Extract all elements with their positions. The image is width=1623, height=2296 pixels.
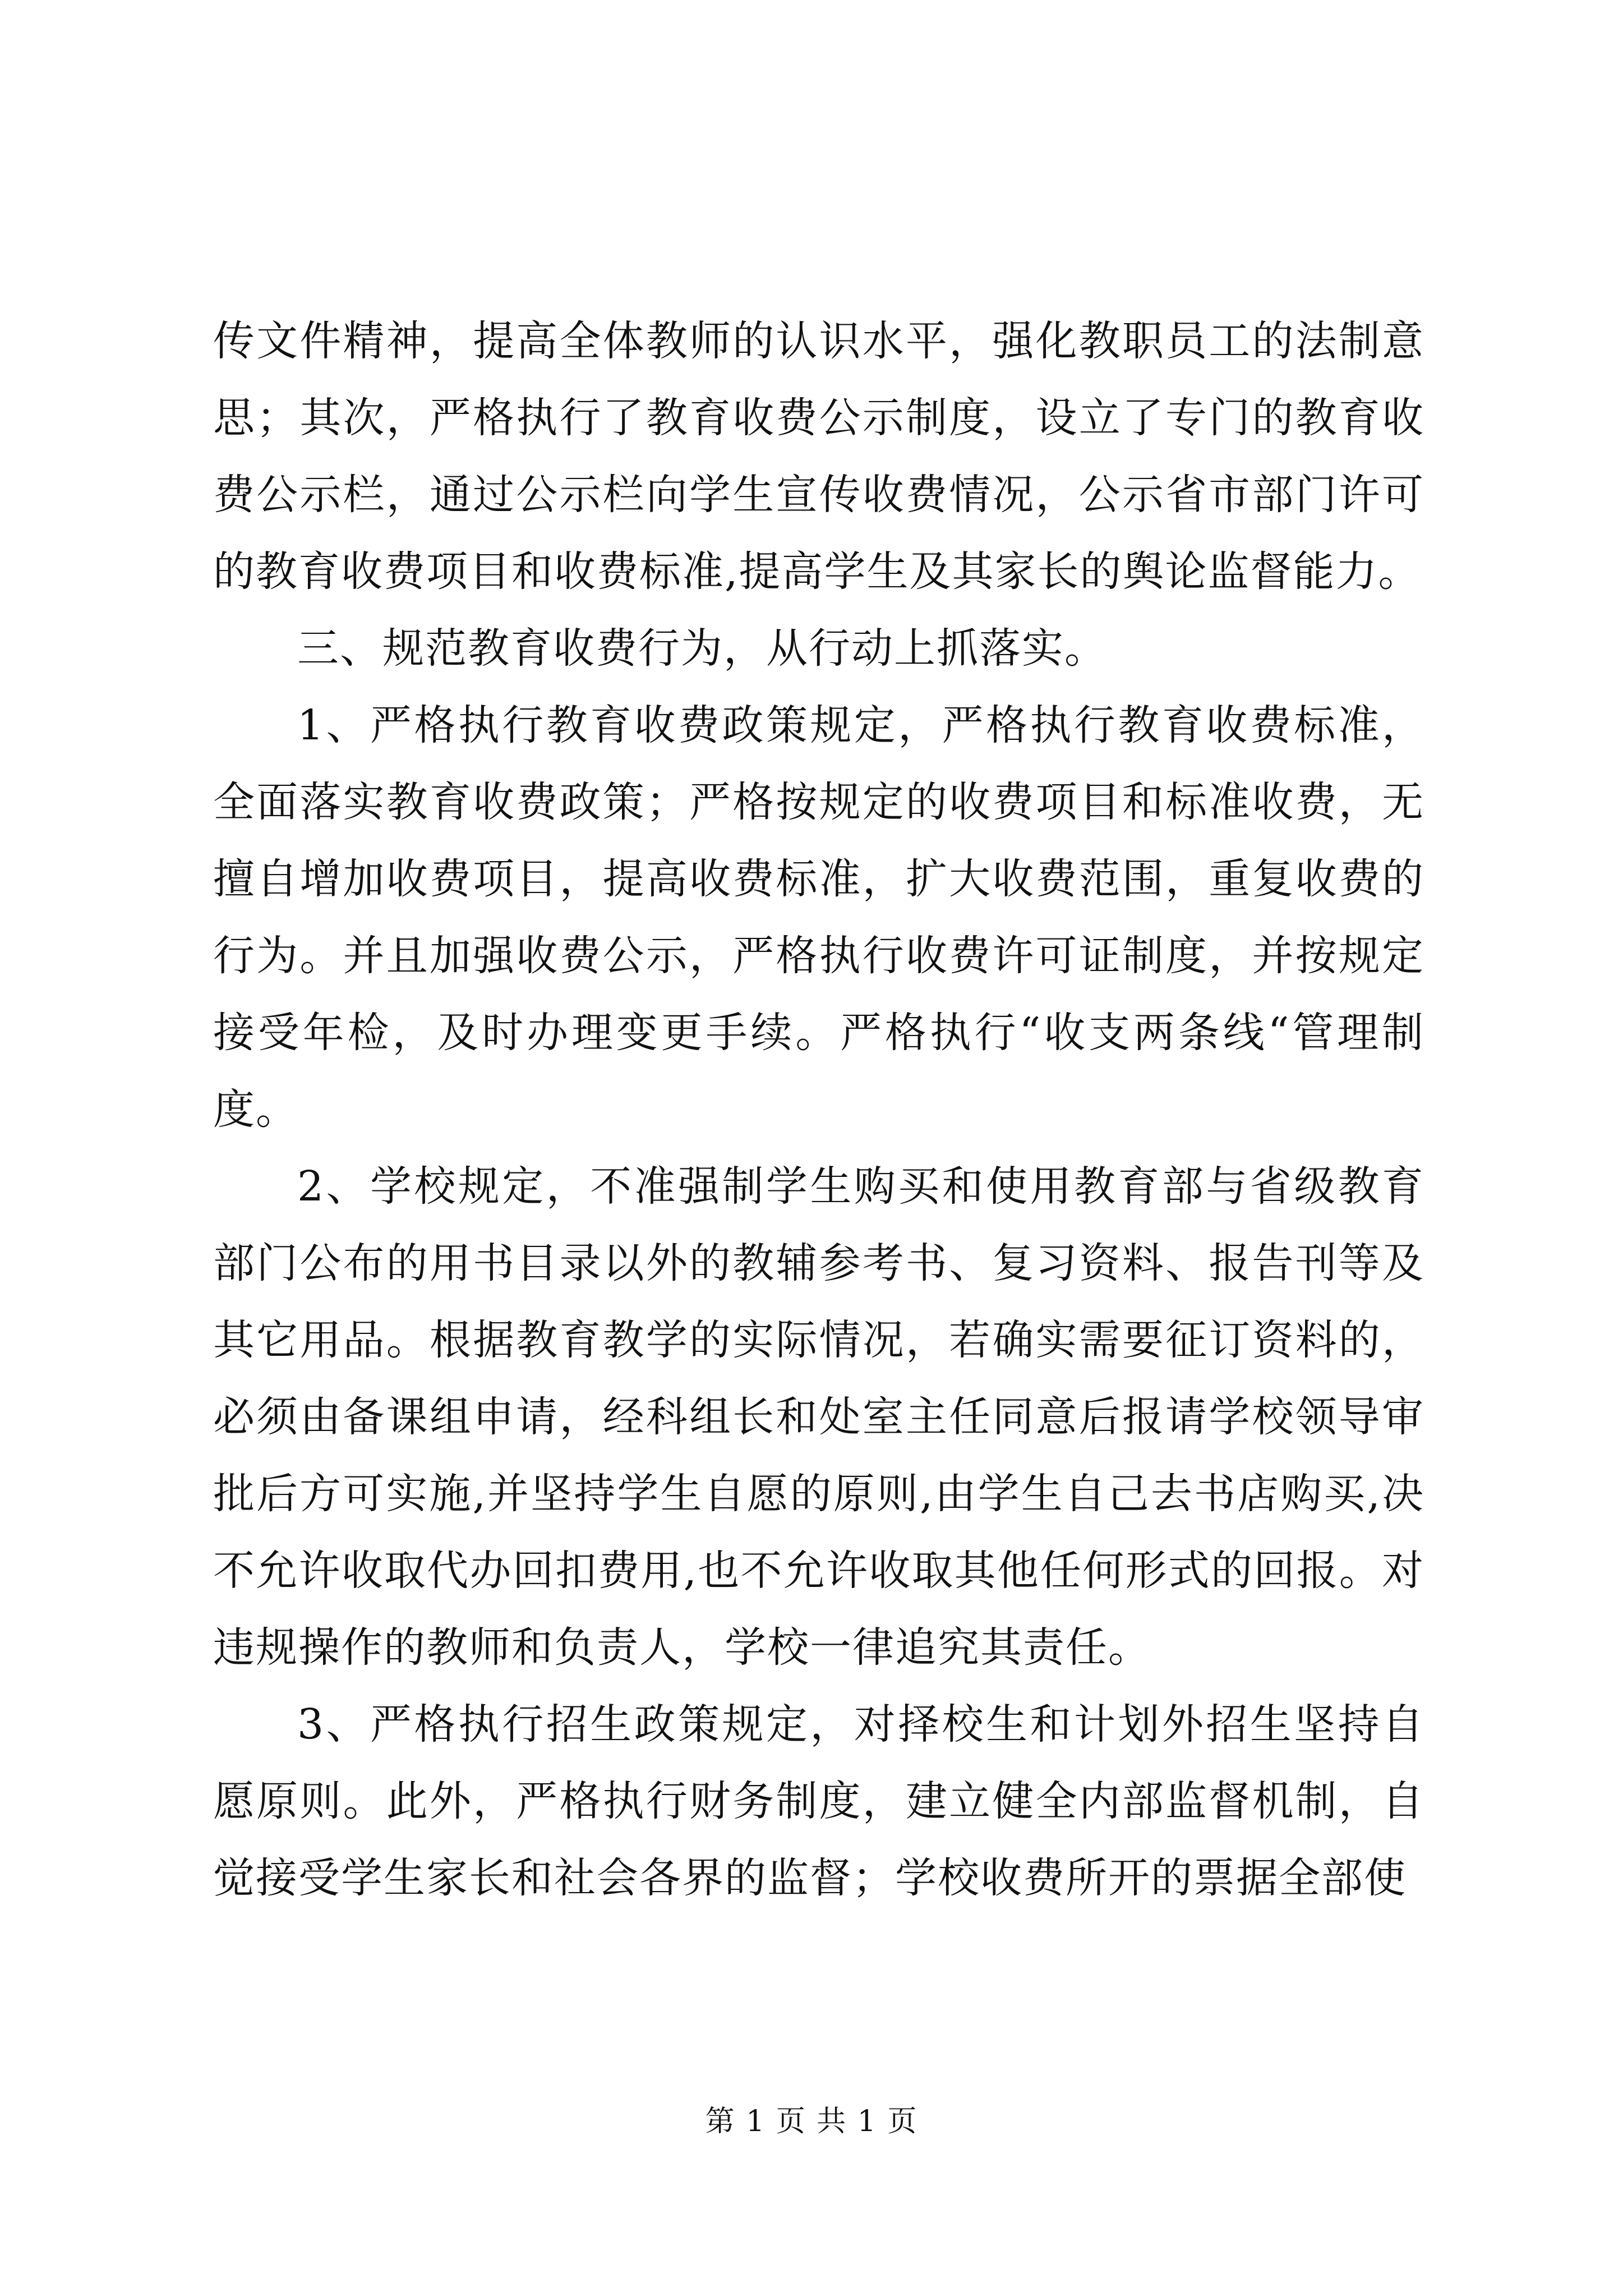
paragraph-3: 1、严格执行教育收费政策规定，严格执行教育收费标准，全面落实教育收费政策；严格按规定的收费项目和标准收费，无擅自增加收费项目，提高收费标准，扩大收费范围，重复收费的行为。并且加强收费公示，严格执行收费许可证制度，并按规定接受年检，及时办理变更手续。严格执行“收支两条线“管理制度。 [213, 701, 1424, 1134]
paragraph-4: 2、学校规定，不准强制学生购买和使用教育部与省级教育部门公布的用书目录以外的教辅参考书、复习资料、报告刊等及其它用品。根据教育教学的实际情况，若确实需要征订资料的，必须由备课组申请，经科组长和处室主任同意后报请学校领导审批后方可实施,并坚持学生自愿的原则,由学生自己去书店购买,决不允许收取代办回扣费用,也不允许收取其他任何形式的回报。对违规操作的教师和负责人，学校一律追究其责任。 [213, 1162, 1424, 1672]
page-footer: 第 1 页 共 1 页 [705, 2105, 918, 2138]
paragraph-1: 传文件精神，提高全体教师的认识水平，强化教职员工的法制意思；其次，严格执行了教育收费公示制度，设立了专门的教育收费公示栏，通过公示栏向学生宣传收费情况，公示省市部门许可的教育收费项目和收费标准,提高学生及其家长的舆论监督能力。 [213, 317, 1424, 596]
paragraph-2-heading: 三、规范教育收费行为，从行动上抓落实。 [297, 624, 1107, 673]
document-body [213, 303, 1424, 1917]
paragraph-5: 3、严格执行招生政策规定，对择校生和计划外招生坚持自愿原则。此外，严格执行财务制度，建立健全内部监督机制，自觉接受学生家长和社会各界的监督；学校收费所开的票据全部使 [213, 1700, 1424, 1902]
